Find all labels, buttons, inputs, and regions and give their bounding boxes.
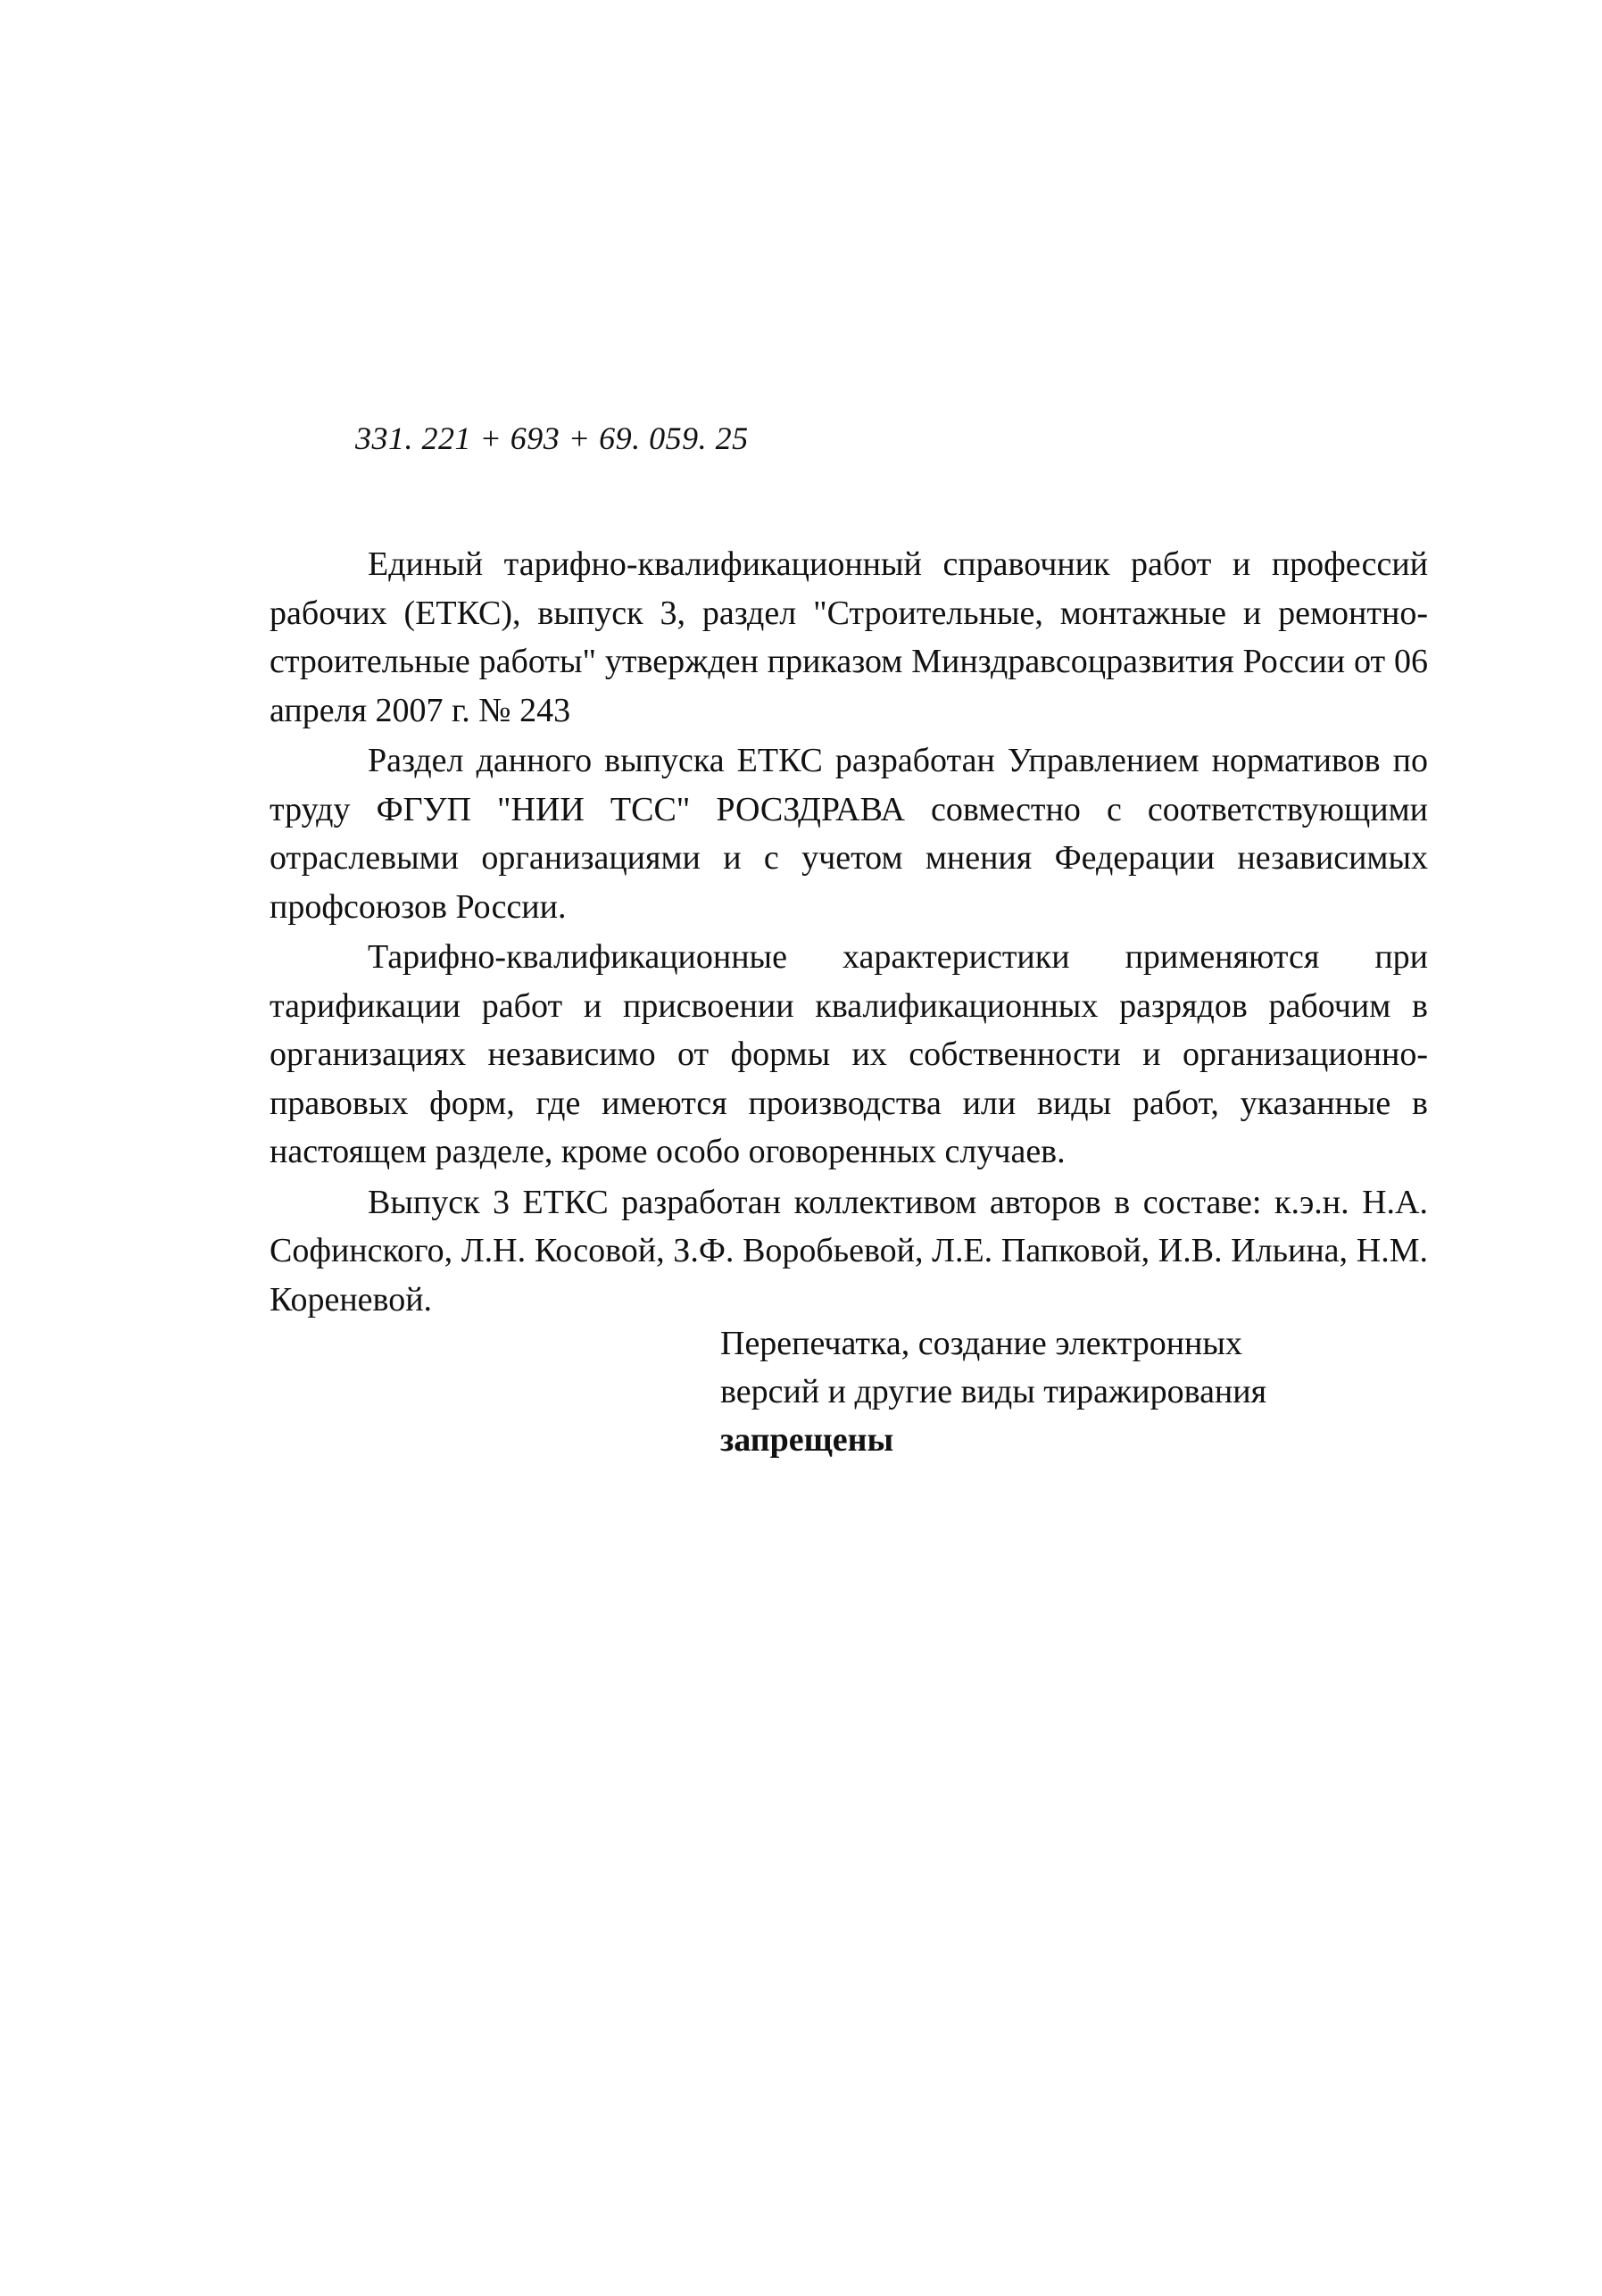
notice-line-1: Перепечатка, создание электронных [720, 1325, 1242, 1362]
notice-line-prohibited: запрещены [720, 1421, 894, 1459]
notice-line-2: версий и другие виды тиражирования [720, 1373, 1267, 1410]
paragraph-developer: Раздел данного выпуска ЕТКС разработан Управлением нормативов по труду ФГУП "НИИ ТСС" РОСЗДРАВА совместно с соответствующими отраслевыми организациями и с учетом мнения Федерации независимых профсоюзов России. [270, 742, 1428, 926]
udk-code: 331. 221 + 693 + 69. 059. 25 [355, 420, 749, 456]
copyright-notice [720, 1319, 1345, 1464]
paragraph-approval: Единый тарифно-квалификационный справочник работ и профессий рабочих (ЕТКС), выпуск 3, раздел "Строительные, монтажные и ремонтно-строительные работы" утвержден приказом Минздравсоцразвития России от 06 апреля 2007 г. № 243 [270, 545, 1428, 729]
paragraph-authors: Выпуск 3 ЕТКС разработан коллективом авторов в составе: к.э.н. Н.А. Софинского, Л.Н. Косовой, З.Ф. Воробьевой, Л.Е. Папковой, И.В. Ильина, Н.М. Кореневой. [270, 1183, 1428, 1319]
paragraph-application: Тарифно-квалификационные характеристики применяются при тарификации работ и присвоении квалификационных разрядов рабочим в организациях независимо от формы их собственности и организационно-правовых форм, где имеются производства или виды работ, указанные в настоящем разделе, кроме особо оговоренных случаев. [270, 938, 1428, 1170]
document-body [270, 540, 1428, 1326]
